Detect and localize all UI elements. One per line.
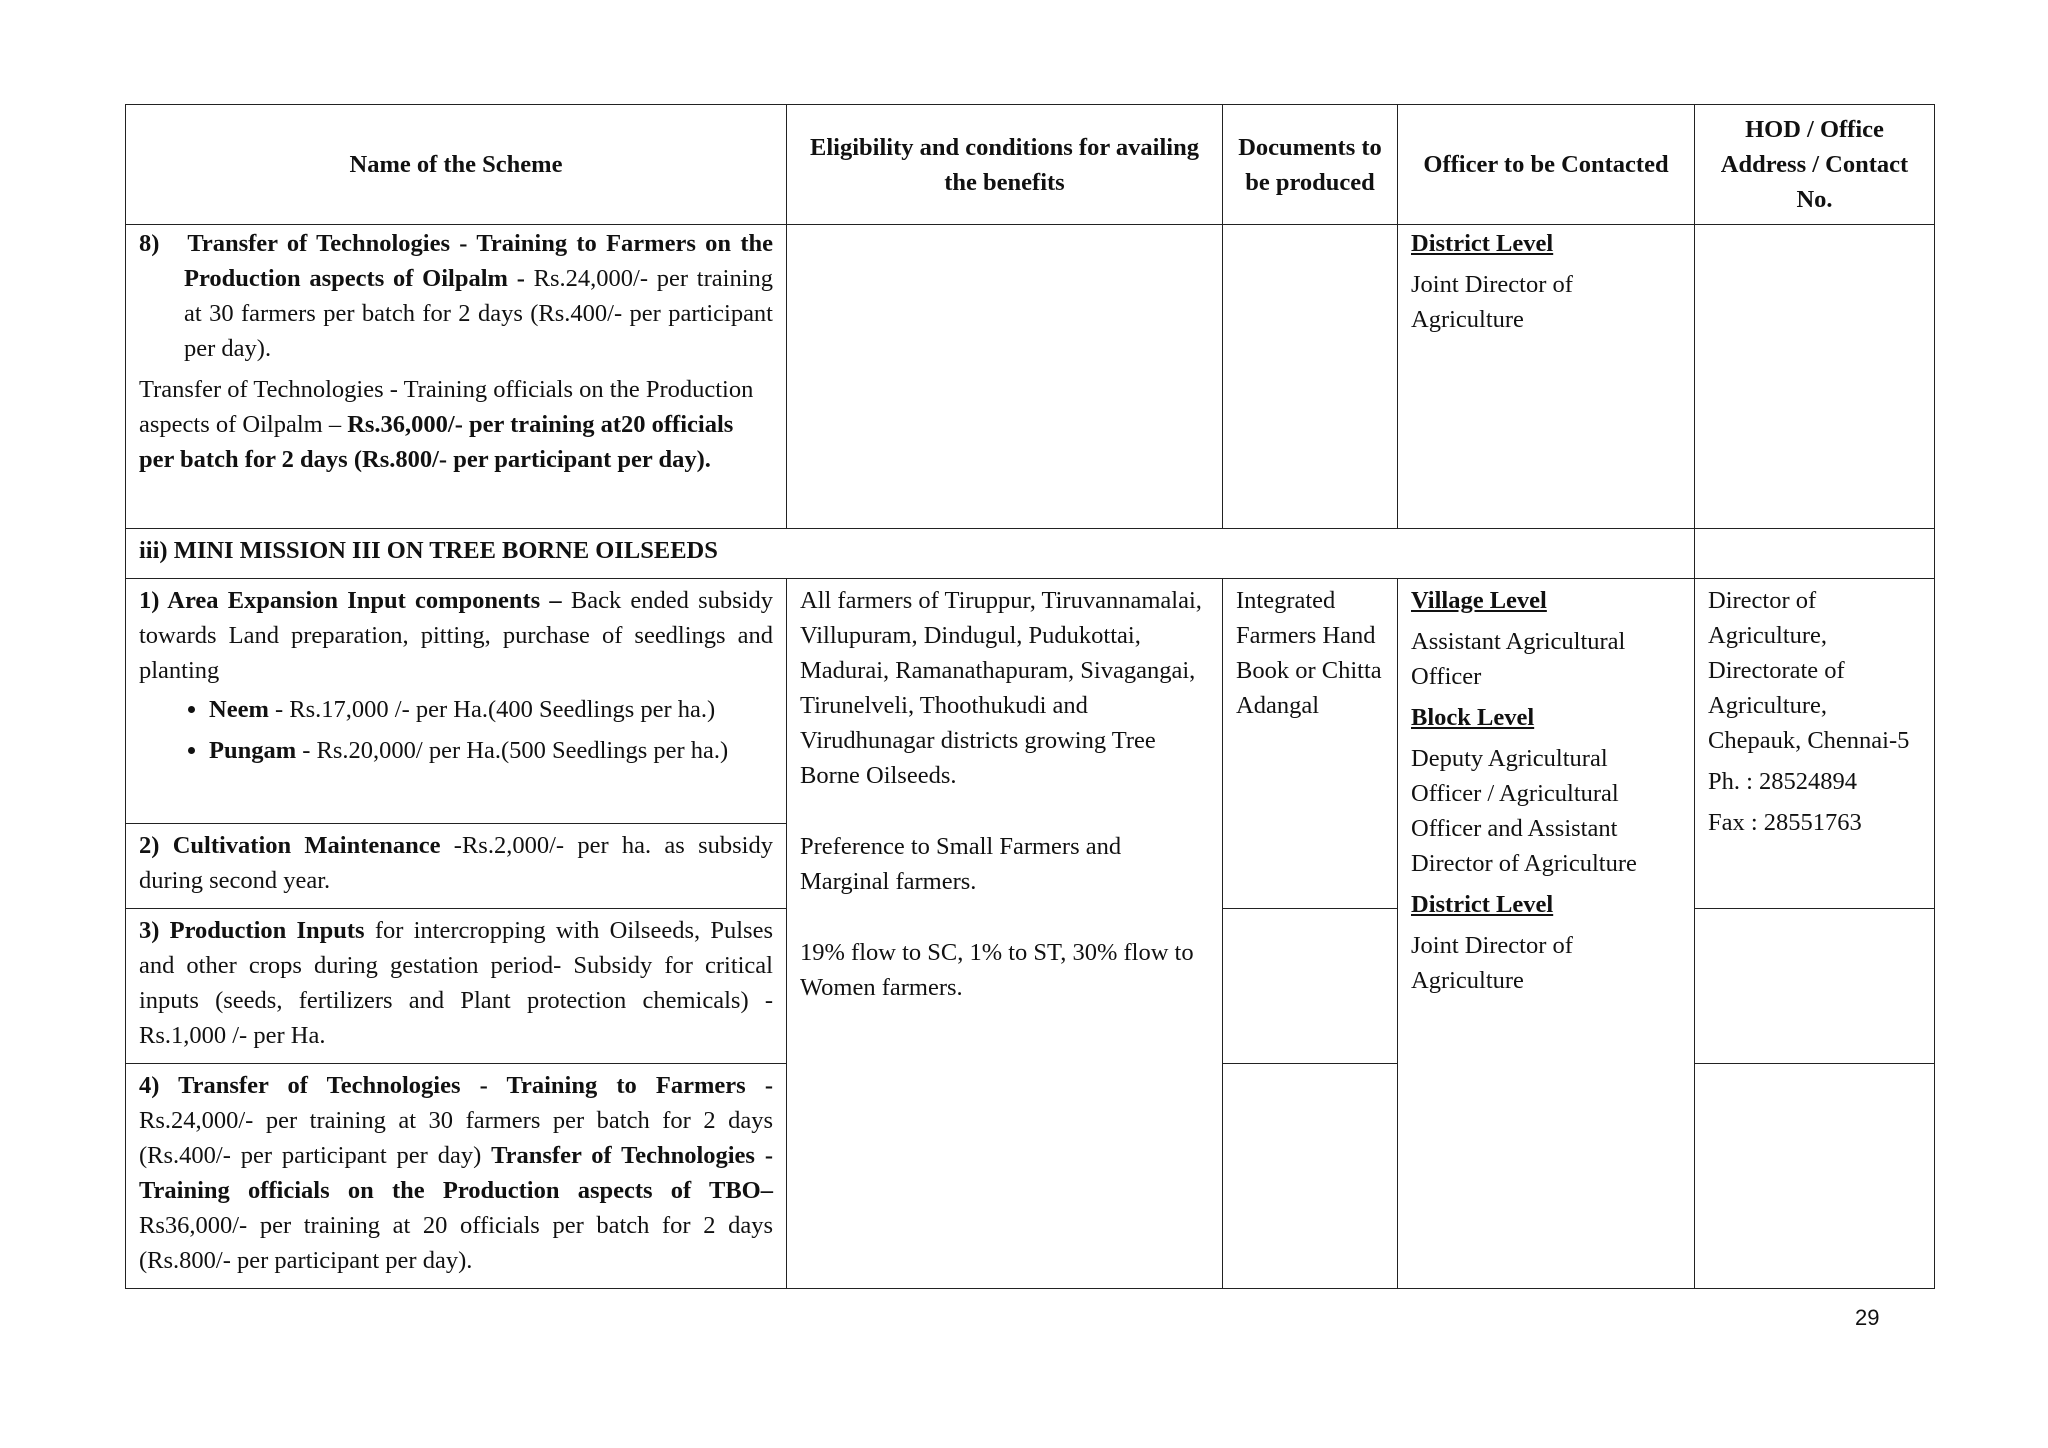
mm3-eligibility-districts: All farmers of Tiruppur, Tiruvannamalai, Villupuram, Dindugul, Pudukottai, Madurai, Ramanathapuram, Sivagangai, Tirunelveli, Thoothukudi and Virudhunagar districts growing Tree Borne Oilseeds.	[800, 587, 1202, 789]
mm3-block-officer: Deputy Agricultural Officer / Agricultural Officer and Assistant Director of Agriculture	[1411, 745, 1637, 877]
page-number: 29	[1855, 1305, 1880, 1330]
mm3-item1-cell	[126, 579, 787, 824]
list-item: • Neem - Rs.17,000 /- per Ha.(400 Seedlings per ha.)	[209, 692, 773, 727]
mm3-officer-cell	[1398, 579, 1695, 1289]
header-hod: HOD / Office Address / Contact No.	[1695, 105, 1935, 225]
mm3-district-level: District Level	[1411, 891, 1554, 918]
section-title: iii) MINI MISSION III ON TREE BORNE OILSEEDS	[126, 529, 1695, 579]
scheme-8-num: 8)	[139, 230, 160, 257]
mm3-item3-title: 3) Production Inputs	[139, 917, 365, 944]
header-documents: Documents to be produced	[1223, 105, 1398, 225]
mm3-hod-fax: Fax : 28551763	[1708, 809, 1862, 836]
mm3-block-level: Block Level	[1411, 704, 1535, 731]
mm3-item4-title2: Transfer of Technologies - Training officials on the Production aspects of TBO–	[139, 1142, 773, 1204]
officer-8-level: District Level	[1411, 230, 1554, 257]
mm3-hod-cell-3	[1695, 909, 1935, 1064]
header-row	[126, 105, 1935, 225]
mm3-hod-cell	[1695, 579, 1935, 909]
mm3-item1-title: 1) Area Expansion Input components –	[139, 587, 562, 614]
officer-8-cell	[1398, 225, 1695, 529]
mm3-item2-title: 2) Cultivation Maintenance	[139, 832, 441, 859]
scheme-8-officials-bold: Rs.36,000/- per training at20 officials per batch for 2 days (Rs.800/- per participant per day).	[139, 411, 734, 473]
mm3-documents-cell-3	[1223, 909, 1398, 1064]
mm3-documents-text: Integrated Farmers Hand Book or Chitta Adangal	[1236, 587, 1382, 719]
mm3-village-level: Village Level	[1411, 587, 1547, 614]
mm3-hod-address: Director of Agriculture, Directorate of Agriculture, Chepauk, Chennai-5	[1708, 587, 1910, 754]
hod-8-cell	[1695, 225, 1935, 529]
header-scheme: Name of the Scheme	[126, 105, 787, 225]
header-eligibility: Eligibility and conditions for availing the benefits	[787, 105, 1223, 225]
mm3-item2-text: -Rs.2,000/- per ha. as subsidy during second year.	[139, 832, 773, 894]
scheme-8-officials-text: Transfer of Technologies - Training officials on the Production aspects of Oilpalm –	[139, 376, 754, 438]
scheme-8-cell	[126, 225, 787, 529]
mm3-eligibility-cell	[787, 579, 1223, 1289]
header-officer: Officer to be Contacted	[1398, 105, 1695, 225]
scheme-8-title: Transfer of Technologies - Training to Farmers on the Production aspects of Oilpalm -	[184, 230, 773, 292]
list-item: • Pungam - Rs.20,000/ per Ha.(500 Seedlings per ha.)	[209, 733, 773, 768]
scheme-8-trainers	[139, 226, 773, 366]
mm3-item4-text1: Rs.24,000/- per training at 30 farmers per batch for 2 days (Rs.400/- per participant per day)	[139, 1107, 773, 1169]
eligibility-8-cell	[787, 225, 1223, 529]
mm3-item2-cell	[126, 824, 787, 909]
mm3-item1-para	[139, 583, 773, 688]
mm3-village-officer: Assistant Agricultural Officer	[1411, 628, 1626, 690]
scheme-8-officials	[139, 372, 773, 477]
scheme-table	[125, 104, 1935, 1289]
mm3-documents-cell	[1223, 579, 1398, 909]
mm3-eligibility-flow: 19% flow to SC, 1% to ST, 30% flow to Women farmers.	[800, 939, 1194, 1001]
mm3-eligibility-preference: Preference to Small Farmers and Marginal farmers.	[800, 833, 1122, 895]
section-row	[126, 529, 1935, 579]
scheme-8-text: Rs.24,000/- per training at 30 farmers per batch for 2 days (Rs.400/- per participant per day).	[184, 265, 774, 362]
mm3-item3-cell	[126, 909, 787, 1064]
mm3-item4-text2: Rs36,000/- per training at 20 officials per batch for 2 days (Rs.800/- per participant per day).	[139, 1212, 773, 1274]
section-hod-cell	[1695, 529, 1935, 579]
mm3-item1-bullets	[139, 692, 773, 768]
documents-8-cell	[1223, 225, 1398, 529]
table-row	[126, 579, 1935, 824]
mm3-district-officer: Joint Director of Agriculture	[1411, 932, 1573, 994]
mm3-hod-cell-4	[1695, 1064, 1935, 1289]
mm3-hod-phone: Ph. : 28524894	[1708, 768, 1858, 795]
mm3-item3-text: for intercropping with Oilseeds, Pulses and other crops during gestation period- Subsidy for critical inputs (seeds, fertilizers and Plant protection chemicals) - Rs.1,000 /- per Ha.	[139, 917, 773, 1049]
mm3-item4-cell	[126, 1064, 787, 1289]
mm3-item1-text: Back ended subsidy towards Land preparation, pitting, purchase of seedlings and planting	[139, 587, 773, 684]
table-row	[126, 225, 1935, 529]
officer-8-name: Joint Director of Agriculture	[1411, 271, 1573, 333]
mm3-documents-cell-4	[1223, 1064, 1398, 1289]
mm3-item4-title: 4) Transfer of Technologies - Training to Farmers -	[139, 1072, 773, 1099]
